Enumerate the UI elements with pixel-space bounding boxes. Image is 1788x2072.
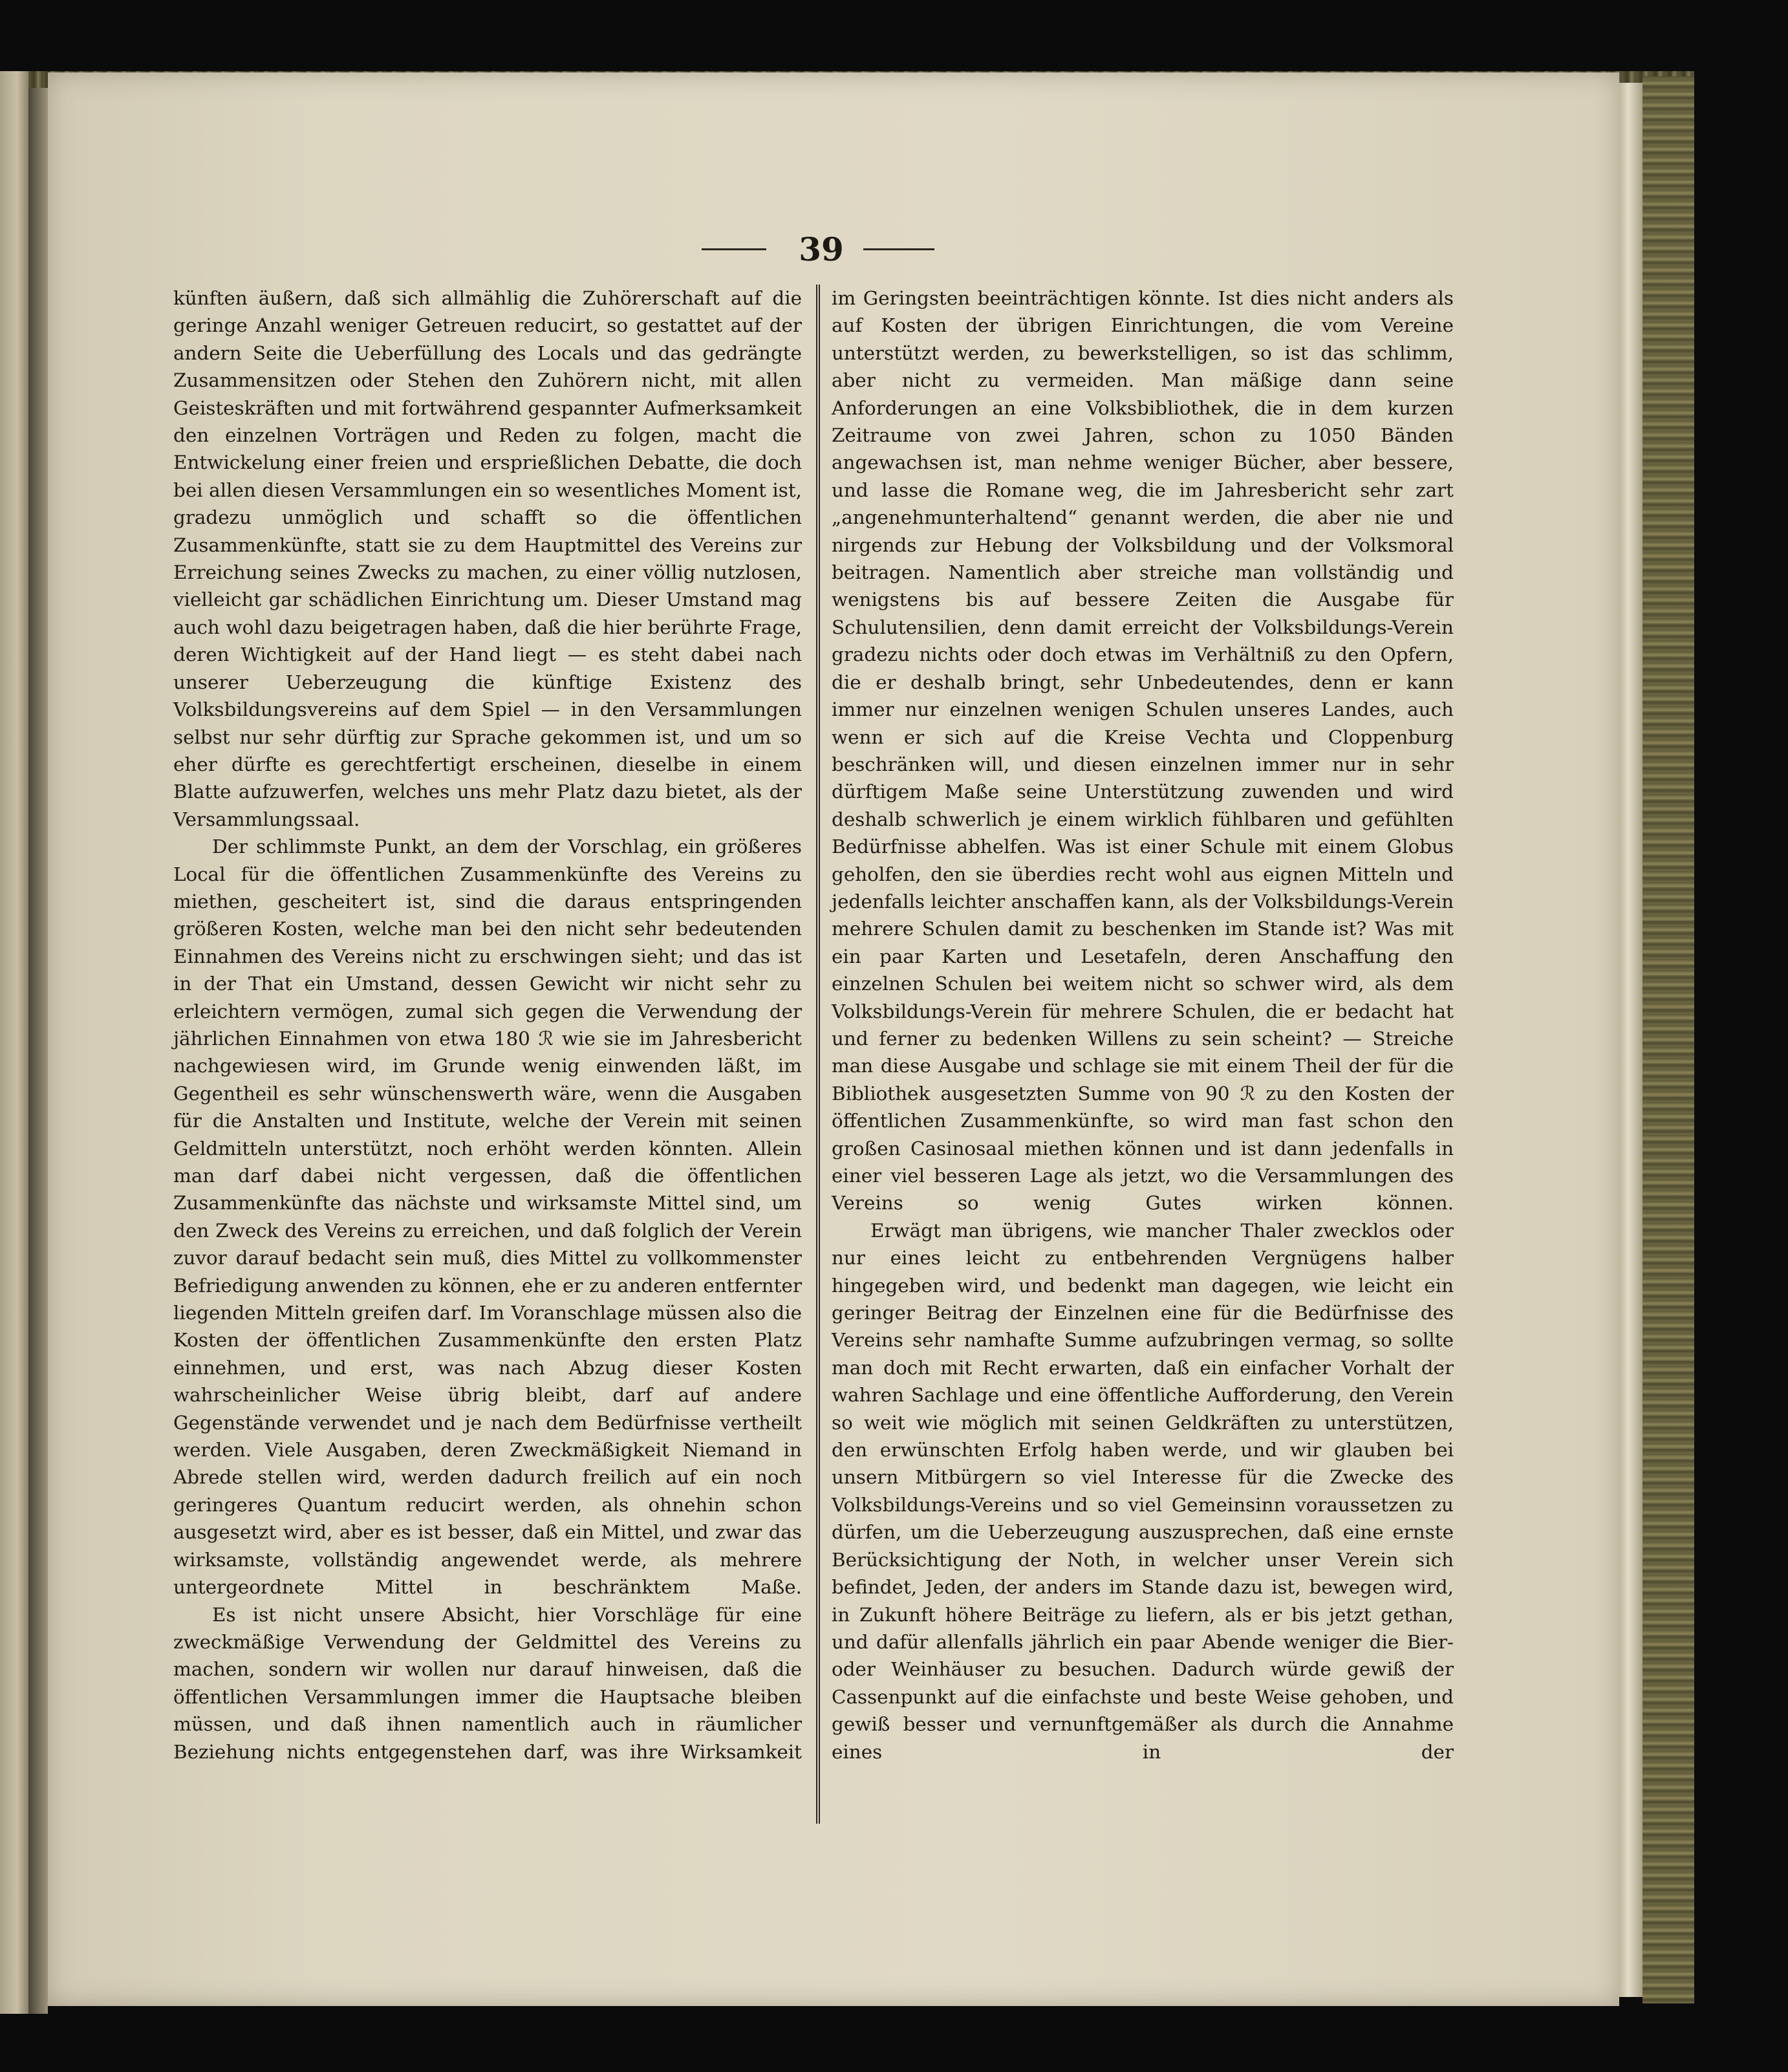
left-column bbox=[173, 285, 802, 1765]
right-column bbox=[832, 285, 1454, 1765]
column-divider bbox=[816, 285, 820, 1824]
right-paragraph-1: im Geringsten beeinträchtigen könnte. Ist dies nicht anders als auf Kosten der übrigen Einrichtungen, die vom Vereine unterstützt werden, zu bewerkstelligen, so ist das schlimm, aber nicht zu vermeiden. Man mäßige dann seine Anforderungen an eine Volksbibliothek, die in dem kurzen Zeitraume von zwei Jahren, schon zu 1050 Bänden angewachsen ist, man nehme weniger Bücher, aber bessere, und lasse die Romane weg, die im Jahresbericht sehr zart „angenehmunterhaltend“ genannt werden, die aber nie und nirgends zur Hebung der Volksbildung und der Volksmoral beitragen. Namentlich aber streiche man vollständig und wenigstens bis auf bessere Zeiten die Ausgabe für Schulutensilien, denn damit erreicht der Volksbildungs-Verein gradezu nichts oder doch etwas im Verhältniß zu den Opfern, die er deshalb bringt, sehr Unbedeutendes, denn er kann immer nur einzelnen wenigen Schulen unseres Landes, auch wenn er sich auf die Kreise Vechta und Cloppenburg beschränken will, und diesen einzelnen immer nur in sehr dürftigem Maße seine Unterstützung zuwenden und wird deshalb schwerlich je einem wirklich fühlbaren und gefühlten Bedürfnisse abhelfen. Was ist einer Schule mit einem Globus geholfen, den sie überdies recht wohl aus eignen Mitteln und jedenfalls leichter anschaffen kann, als der Volksbildungs-Verein mehrere Schulen damit zu beschenken im Stande ist? Was mit ein paar Karten und Lesetafeln, deren Anschaffung den einzelnen Schulen bei weitem nicht so schwer wird, als dem Volksbildungs-Verein für mehrere Schulen, die er bedacht hat und ferner zu bedenken Willens zu sein scheint? — Streiche man diese Ausgabe und schlage sie mit einem Theil der für die Bibliothek ausgesetzten Summe von 90 ℛ zu den Kosten der öffentlichen Zusammenkünfte, so wird man fast schon den großen Casinosaal miethen können und ist dann jedenfalls in einer viel besseren Lage als jetzt, wo die Versammlungen des Vereins so wenig Gutes wirken können. bbox=[832, 287, 1454, 1214]
left-paragraph-1: künften äußern, daß sich allmählig die Zuhörerschaft auf die geringe Anzahl weniger Getreuen reducirt, so gestattet auf der andern Seite die Ueberfüllung des Locals und das gedrängte Zusammensitzen oder Stehen den Zuhörern nicht, mit allen Geisteskräften und mit fortwährend gespannter Aufmerksamkeit den einzelnen Vorträgen und Reden zu folgen, macht die Entwickelung einer freien und ersprießlichen Debatte, die doch bei allen diesen Versammlungen ein so wesentliches Moment ist, gradezu unmöglich und schafft so die öffentlichen Zusammenkünfte, statt sie zu dem Hauptmittel des Vereins zur Erreichung seines Zwecks zu machen, zu einer völlig nutzlosen, vielleicht gar schädlichen Einrichtung um. Dieser Umstand mag auch wohl dazu beigetragen haben, daß die hier berührte Frage, deren Wichtigkeit auf der Hand liegt — es steht dabei nach unserer Ueberzeugung die künftige Existenz des Volksbildungsvereins auf dem Spiel — in den Versammlungen selbst nur sehr dürftig zur Sprache gekommen ist, und um so eher dürfte es gerechtfertigt erscheinen, dieselbe in einem Blatte aufzuwerfen, welches uns mehr Platz dazu bietet, als der Versammlungssaal. bbox=[173, 287, 802, 830]
page-stack-edge bbox=[1619, 83, 1643, 1997]
facing-page-edge bbox=[0, 71, 28, 2014]
page-number: 39 bbox=[799, 230, 844, 268]
left-paragraph-2: Der schlimmste Punkt, an dem der Vorschlag, ein größeres Local für die öffentlichen Zusammenkünfte des Vereins zu miethen, gescheitert ist, sind die daraus entspringenden größeren Kosten, welche man bei den nicht sehr bedeutenden Einnahmen des Vereins nicht zu erschwingen sieht; und das ist in der That ein Umstand, dessen Gewicht wir nicht sehr zu erleichtern vermögen, zumal sich gegen die Verwendung der jährlichen Einnahmen von etwa 180 ℛ wie sie im Jahresbericht nachgewiesen wird, im Grunde wenig einwenden läßt, im Gegentheil es sehr wünschenswerth wäre, wenn die Ausgaben für die Anstalten und Institute, welche der Verein mit seinen Geldmitteln unterstützt, noch erhöht werden könnten. Allein man darf dabei nicht vergessen, daß die öffentlichen Zusammenkünfte das nächste und wirksamste Mittel sind, um den Zweck des Vereins zu erreichen, und daß folglich der Verein zuvor darauf bedacht sein muß, dies Mittel zu vollkommenster Befriedigung anwenden zu können, ehe er zu anderen entfernter liegenden Mitteln greifen darf. Im Voranschlage müssen also die Kosten der öffentlichen Zusammenkünfte den ersten Platz einnehmen, und erst, was nach Abzug dieser Kosten wahrscheinlicher Weise übrig bleibt, darf auf andere Gegenstände verwendet und je nach dem Bedürfnisse vertheilt werden. Viele Ausgaben, deren Zweckmäßigkeit Niemand in Abrede stellen wird, werden dadurch freilich auf ein noch geringeres Quantum reducirt werden, als ohnehin schon ausgesetzt wird, aber es ist besser, daß ein Mittel, und zwar das wirksamste, vollständig angewendet werde, als mehrere untergeordnete Mittel in beschränktem Maße. bbox=[173, 836, 802, 1599]
book-gutter bbox=[28, 71, 48, 2014]
right-paragraph-2: Erwägt man übrigens, wie mancher Thaler zwecklos oder nur eines leicht zu entbehrenden Vergnügens halber hingegeben wird, und bedenkt man dagegen, wie leicht ein geringer Beitrag der Einzelnen eine für die Bedürfnisse des Vereins sehr namhafte Summe aufzubringen vermag, so sollte man doch mit Recht erwarten, daß ein einfacher Vorhalt der wahren Sachlage und eine öffentliche Aufforderung, den Verein so weit wie möglich mit seinen Geldkräften zu unterstützen, den erwünschten Erfolg haben werde, und wir glauben bei unsern Mitbürgern so viel Interesse für die Zwecke des Volksbildungs-Vereins und so viel Gemeinsinn voraussetzen zu dürfen, um die Ueberzeugung auszusprechen, daß eine ernste Berücksichtigung der Noth, in welcher unser Verein sich befindet, Jeden, der anders im Stande dazu ist, bewegen wird, in Zukunft höhere Beiträge zu liefern, als er bis jetzt gethan, und dafür allenfalls jährlich ein paar Abende weniger die Bier- oder Weinhäuser zu besuchen. Dadurch würde gewiß der Cassenpunkt auf die einfachste und beste Weise gehoben, und gewiß besser und vernunftgemäßer als durch die Annahme eines in der bbox=[832, 1219, 1454, 1763]
header-rule-right bbox=[863, 248, 934, 250]
header-rule-left bbox=[702, 248, 766, 250]
page-header bbox=[702, 230, 941, 269]
marbled-cover-side bbox=[1643, 76, 1694, 2003]
left-paragraph-3: Es ist nicht unsere Absicht, hier Vorschläge für eine zweckmäßige Verwendung der Geldmittel des Vereins zu machen, sondern wir wollen nur darauf hinweisen, daß die öffentlichen Versammlungen immer die Hauptsache bleiben müssen, und daß ihnen namentlich auch in räumlicher Beziehung nichts entgegenstehen darf, was ihre Wirksamkeit bbox=[173, 1603, 802, 1763]
